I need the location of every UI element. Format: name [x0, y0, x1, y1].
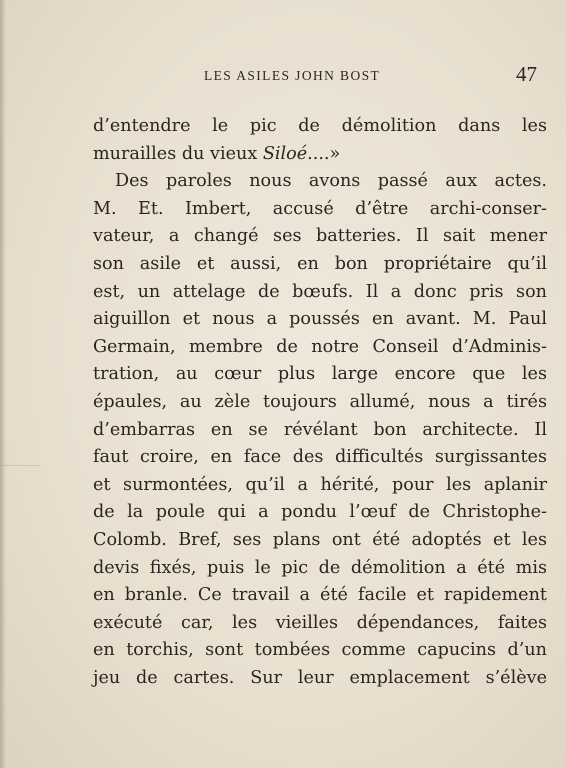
text-line: tration, au cœur plus large encore que les [93, 364, 547, 385]
text-span: ....» [307, 143, 341, 164]
text-line: Des paroles nous avons passé aux actes. [115, 171, 547, 192]
text-line: et surmontées, qu’il a hérité, pour les aplanir [93, 474, 547, 495]
text-span: murailles du vieux [93, 143, 263, 164]
text-line: Colomb. Bref, ses plans ont été adoptés et les [93, 529, 547, 550]
paper-crease [0, 465, 40, 466]
text-line: en torchis, sont tombées comme capucins d’un [93, 640, 547, 661]
running-header: LES ASILES JOHN BOST [204, 68, 381, 83]
italic-word: Siloé [262, 143, 308, 164]
text-line: en branle. Ce travail a été facile et rapidement [93, 585, 547, 606]
text-line [93, 141, 547, 169]
body-text [93, 113, 547, 692]
text-line: de la poule qui a pondu l’œuf de Christophe- [93, 502, 547, 523]
text-line: jeu de cartes. Sur leur emplacement s’élève [93, 667, 547, 688]
text-line: Germain, membre de notre Conseil d’Adminis- [93, 336, 547, 357]
text-line: devis fixés, puis le pic de démolition a été mis [93, 557, 547, 578]
text-line: d’embarras en se révélant bon architecte. Il [93, 419, 547, 440]
text-line: est, un attelage de bœufs. Il a donc pris son [93, 281, 547, 302]
text-line: épaules, au zèle toujours allumé, nous a tirés [93, 391, 547, 412]
text-line: M. Et. Imbert, accusé d’être archi-conser- [93, 198, 547, 219]
text-line: son asile et aussi, en bon propriétaire qu’il [93, 253, 547, 274]
page-edge-shadow [0, 0, 6, 768]
text-line: d’entendre le pic de démolition dans les [93, 116, 547, 136]
text-line: aiguillon et nous a poussés en avant. M. Paul [93, 309, 547, 330]
text-line: vateur, a changé ses batteries. Il sait mener [93, 226, 547, 247]
text-line: exécuté car, les vieilles dépendances, faites [93, 612, 547, 633]
page-number: 47 [516, 62, 537, 86]
text-line: faut croire, en face des difficultés surgissantes [93, 447, 547, 468]
